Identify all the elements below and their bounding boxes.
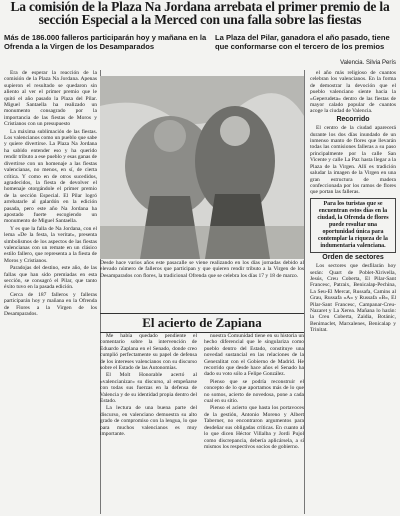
byline: Valencia. Silvia Perís [340,60,396,66]
subhead-right: La Plaza del Pilar, ganadora el año pasado, tiene que conformarse con el tercero de los premios [215,33,390,51]
festival-photo [100,76,304,259]
pull-quote: Para los turistas que se encuentran estos días en la ciudad, la Ofrenda de flores puede resultar una oportunidad única para contemplar la riqueza de la indumentaria valenciana. [310,198,396,253]
article-column-1 [4,70,97,514]
column-rule [304,70,305,514]
paragraph: Los sectores que desfilarán hoy serán: Quart de Poblet-Xirivella, Jesús, Creu Coberta, El Pilar-Sant Francesc, Patraix, Benicalap-Pechina, La Seu-El Mercat, Russafa, Camins al Grau, Russafa «A» y Russafa «B», El Pilar-Sant Francesc, Campanar-Creu-Nazaret y La Xerea. Mañana lo harán: la Creu Coberta, Zaidia, Botánic, Benimaclet, Marxalenes, Benicalap y Trinitat. [310,263,396,334]
article-column-4 [310,70,396,514]
subheading-recorrido: Recorrido [336,115,370,123]
paragraph: nuestra Comunidad tiene en su historia un hecho diferencial que le singulariza como pueblo dentro del Estado, constituye una novedad sustancial en las relaciones de la Generalitat con el Gobierno de Madrid. He recorrido que desde hace años el Senado ha dado su voto sólo a Felipe González. [204,333,304,378]
falla-monument-image [100,76,304,259]
paragraph: Pienso que se podría reconstruir el concepto de lo que aportamos más de lo que no somos, acierto de novedosa, pone a cada cual en su sitio. [204,378,304,405]
paragraph: Pienso el acierto que hasta los portavoces de la gestión, Antonio Moreno y Albert Taberner, no encontraron argumentos para desdeñar sus obligadas críticas. En cuanto al lo que dicen Héctor Villalba y Jordi Pujol como discrepancia, debería aplicársela, a sí mismos los respectivos socios de gobierno. [204,405,304,450]
opinion-column-1 [100,333,197,514]
photo-caption: Desde hace varios años este pasacalle se viene realizando en los días jornadas debido al elevado número de falleros que participan y que quieren rendir tributo a la Virgen de los Desamparados con flores, la tradicional Ofrenda que se celebra los días 17 y 18 de marzo. [100,260,304,279]
section-title: El acierto de Zapiana [100,313,304,333]
paragraph: Era de esperar la reacción de la comisión de la Plaza Na Jordana. Apenas supieron el resultado se quedaron sin aliento al ver el primer premio que le quitó el año pasado la Plaza del Pilar. Miguel Santaella ha realizado un monumento consagrado por la importancia de las fiestas de Moros y Cristianos con un presupuesto [4,70,97,128]
subhead-left: Más de 186.000 falleros participarán hoy y mañana en la Ofrenda a la Virgen de los Desamparados [4,33,207,51]
opinion-column-2 [204,333,304,514]
paragraph: La lectura de una buena parte del discurso, en valenciano demuestra su alto grado de compromiso con la lengua, lo que para muchos valencianos es muy importante. [100,405,197,438]
paragraph: Y es que la falla de Na Jordana, con el lema «De la festa, la veritat», presenta simbolismos de los aspectos de las fiestas valencianas con un remate en un clásico estilo fallero, que representa a la fiesta de Moros y Cristianos. [4,225,97,264]
paragraph: La máxima sublimación de las fiestas. Los valencianos como un pueblo que sabe y quiere divertirse. La Plaza Na Jordana ha sabido entender eso y ha querido rendir tributo a ese pueblo y esas ganas de divertirse con un homenaje a las fiestas valencianas, no menos, en sí, de cierta crítica. Y como en de otros sucedidos, agradecidos, la fiesta de devolver el homenaje otorgándole el primer premio de la sección Especial. El Pilar logró arrebatarle al galardón en la edición pasada, pero este año Na Jordana ha apostado fuerte escogiendo un monumento de Miguel Santaella. [4,128,97,225]
paragraph: Cerca de 187 falleros y falleras participarán hoy y mañana en la Ofrenda de Flores a la Virgen de los Desamparados. [4,291,97,318]
paragraph: el año más religioso de cuantos celebran los valencianos. En la forma de demostrar la devoción que el pueblo valenciano siente hacia la «Geperudeta» dentro de las fiestas de mayor calado popular de cuantos acoge la ciudad de Valencia. [310,70,396,115]
headline: La comisión de la Plaza Na Jordana arrebata el primer premio de la sección Especial a la Merced con una falla sobre las fiestas [10,0,390,27]
subheading-orden: Orden de sectores [322,253,384,261]
paragraph: Me había quedado pendiente el comentario sobre la intervención de Eduardo Zaplana en el Senado, donde creo cumplió perfectamente su papel de defensa de los intereses valencianos con su discurso sobre el Estado de las Autonomías. [100,333,197,372]
paragraph: El centro de la ciudad aparecerá durante los dos días inundado de un inmenso manto de flores que llevarán todas las comisiones falleras a su paso principalmente por la calle San Vicente y calle La Paz hasta llegar a la Plaza de la Virgen. Allí es tradición saludar la imagen de la Virgen en una gran estructura de madera confeccionada por los ramos de flores que portan las falleras. [310,125,396,196]
paragraph: Paradojas del destino, este año, de las fallas que han sido premiadas en esta sección, se consagró el Pilar, que tanto éxito tuvo en la pasada edición. [4,265,97,291]
paragraph: El Molt Honorable acertó al «valencianizar» su discurso, al empeñarse con todas sus fuerzas en la defensa de Valencia y de su identidad propia dentro del Estado. [100,372,197,405]
